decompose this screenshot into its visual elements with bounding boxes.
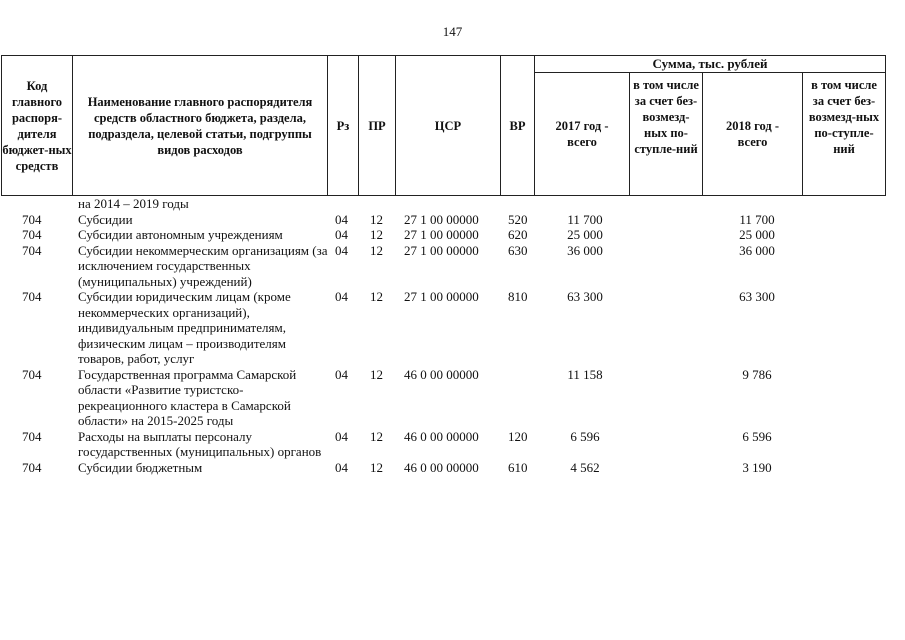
cell-code: 704 xyxy=(22,459,42,475)
page-number: 147 xyxy=(442,24,463,39)
cell-sum-2017: 11 158 xyxy=(567,366,603,382)
table-row xyxy=(0,243,905,290)
table-body xyxy=(0,196,905,475)
cell-sum-2018: 9 786 xyxy=(742,366,772,382)
header-sum: Сумма, тыс. рублей xyxy=(535,56,886,73)
cell-csr: 46 0 00 00000 xyxy=(404,366,479,382)
header-name: Наименование главного распорядителя средств областного бюджета, раздела, подраздела, целевой статьи, подгруппы видов расходов xyxy=(73,56,328,196)
cell-sum-2018: 6 596 xyxy=(742,428,772,444)
table-row xyxy=(0,196,905,212)
cell-name: на 2014 – 2019 годы xyxy=(78,196,189,211)
cell-csr: 27 1 00 00000 xyxy=(404,242,479,258)
header-rz: Рз xyxy=(328,56,359,196)
table-row xyxy=(0,289,905,367)
cell-rz: 04 xyxy=(335,366,348,382)
cell-sum-2017: 4 562 xyxy=(570,459,600,475)
header-2017-incl: в том числе за счет без-возмезд-ных по-ступле-ний xyxy=(630,73,703,196)
cell-code: 704 xyxy=(22,227,42,242)
cell-name: Субсидии xyxy=(78,211,133,227)
cell-name: Субсидии бюджетным xyxy=(78,459,203,475)
cell-vr: 620 xyxy=(508,227,528,242)
cell-vr: 810 xyxy=(508,289,528,304)
cell-vr: 520 xyxy=(508,211,528,227)
cell-csr: 27 1 00 00000 xyxy=(404,227,479,242)
cell-sum-2017: 11 700 xyxy=(567,211,603,227)
header-pr: ПР xyxy=(359,56,396,196)
cell-name: Расходы на выплаты персоналу государственных (муниципальных) органов xyxy=(78,428,322,459)
cell-pr: 12 xyxy=(370,428,383,444)
cell-sum-2018: 63 300 xyxy=(739,289,775,304)
cell-rz: 04 xyxy=(335,459,348,475)
cell-code: 704 xyxy=(22,211,42,227)
cell-name: Государственная программа Самарской области «Развитие туристско-рекреационного кластера в Самарской области» на 2015-2025 годы xyxy=(78,366,297,428)
cell-name: Субсидии автономным учреждениям xyxy=(78,227,283,242)
header-2018-incl: в том числе за счет без-возмезд-ных по-ступле-ний xyxy=(803,73,886,196)
cell-pr: 12 xyxy=(370,242,383,258)
cell-pr: 12 xyxy=(370,227,383,242)
cell-sum-2017: 63 300 xyxy=(567,289,603,304)
cell-pr: 12 xyxy=(370,211,383,227)
header-vr: ВР xyxy=(501,56,535,196)
header-2017-total: 2017 год - всего xyxy=(535,73,630,196)
cell-rz: 04 xyxy=(335,227,348,242)
cell-sum-2018: 3 190 xyxy=(742,459,772,475)
table-header xyxy=(1,55,886,196)
cell-rz: 04 xyxy=(335,428,348,444)
cell-code: 704 xyxy=(22,242,42,258)
cell-rz: 04 xyxy=(335,289,348,304)
cell-pr: 12 xyxy=(370,289,383,304)
cell-rz: 04 xyxy=(335,242,348,258)
cell-name: Субсидии юридическим лицам (кроме некоммерческих организаций), индивидуальным предпринимателям, физическим лицам – производителям товаров, работ, услуг xyxy=(78,289,291,366)
cell-csr: 46 0 00 00000 xyxy=(404,428,479,444)
table-row xyxy=(0,212,905,228)
cell-sum-2018: 25 000 xyxy=(739,227,775,242)
cell-sum-2017: 36 000 xyxy=(567,242,603,258)
cell-csr: 46 0 00 00000 xyxy=(404,459,479,475)
cell-code: 704 xyxy=(22,428,42,444)
cell-sum-2018: 11 700 xyxy=(739,211,775,227)
cell-rz: 04 xyxy=(335,211,348,227)
table-row xyxy=(0,227,905,243)
table-row xyxy=(0,429,905,460)
cell-code: 704 xyxy=(22,366,42,382)
cell-sum-2018: 36 000 xyxy=(739,242,775,258)
cell-code: 704 xyxy=(22,289,42,304)
cell-sum-2017: 6 596 xyxy=(570,428,600,444)
cell-name: Субсидии некоммерческим организациям (за исключением государственных (муниципальных) учреждений) xyxy=(78,242,328,289)
cell-pr: 12 xyxy=(370,366,383,382)
cell-csr: 27 1 00 00000 xyxy=(404,211,479,227)
header-code: Код главного распоря-дителя бюджет-ных средств xyxy=(2,56,73,196)
cell-vr: 120 xyxy=(508,428,528,444)
table-row xyxy=(0,460,905,476)
table-row xyxy=(0,367,905,429)
header-csr: ЦСР xyxy=(396,56,501,196)
cell-vr: 630 xyxy=(508,242,528,258)
cell-pr: 12 xyxy=(370,459,383,475)
cell-sum-2017: 25 000 xyxy=(567,227,603,242)
cell-csr: 27 1 00 00000 xyxy=(404,289,479,304)
header-2018-total: 2018 год - всего xyxy=(703,73,803,196)
cell-vr: 610 xyxy=(508,459,528,475)
